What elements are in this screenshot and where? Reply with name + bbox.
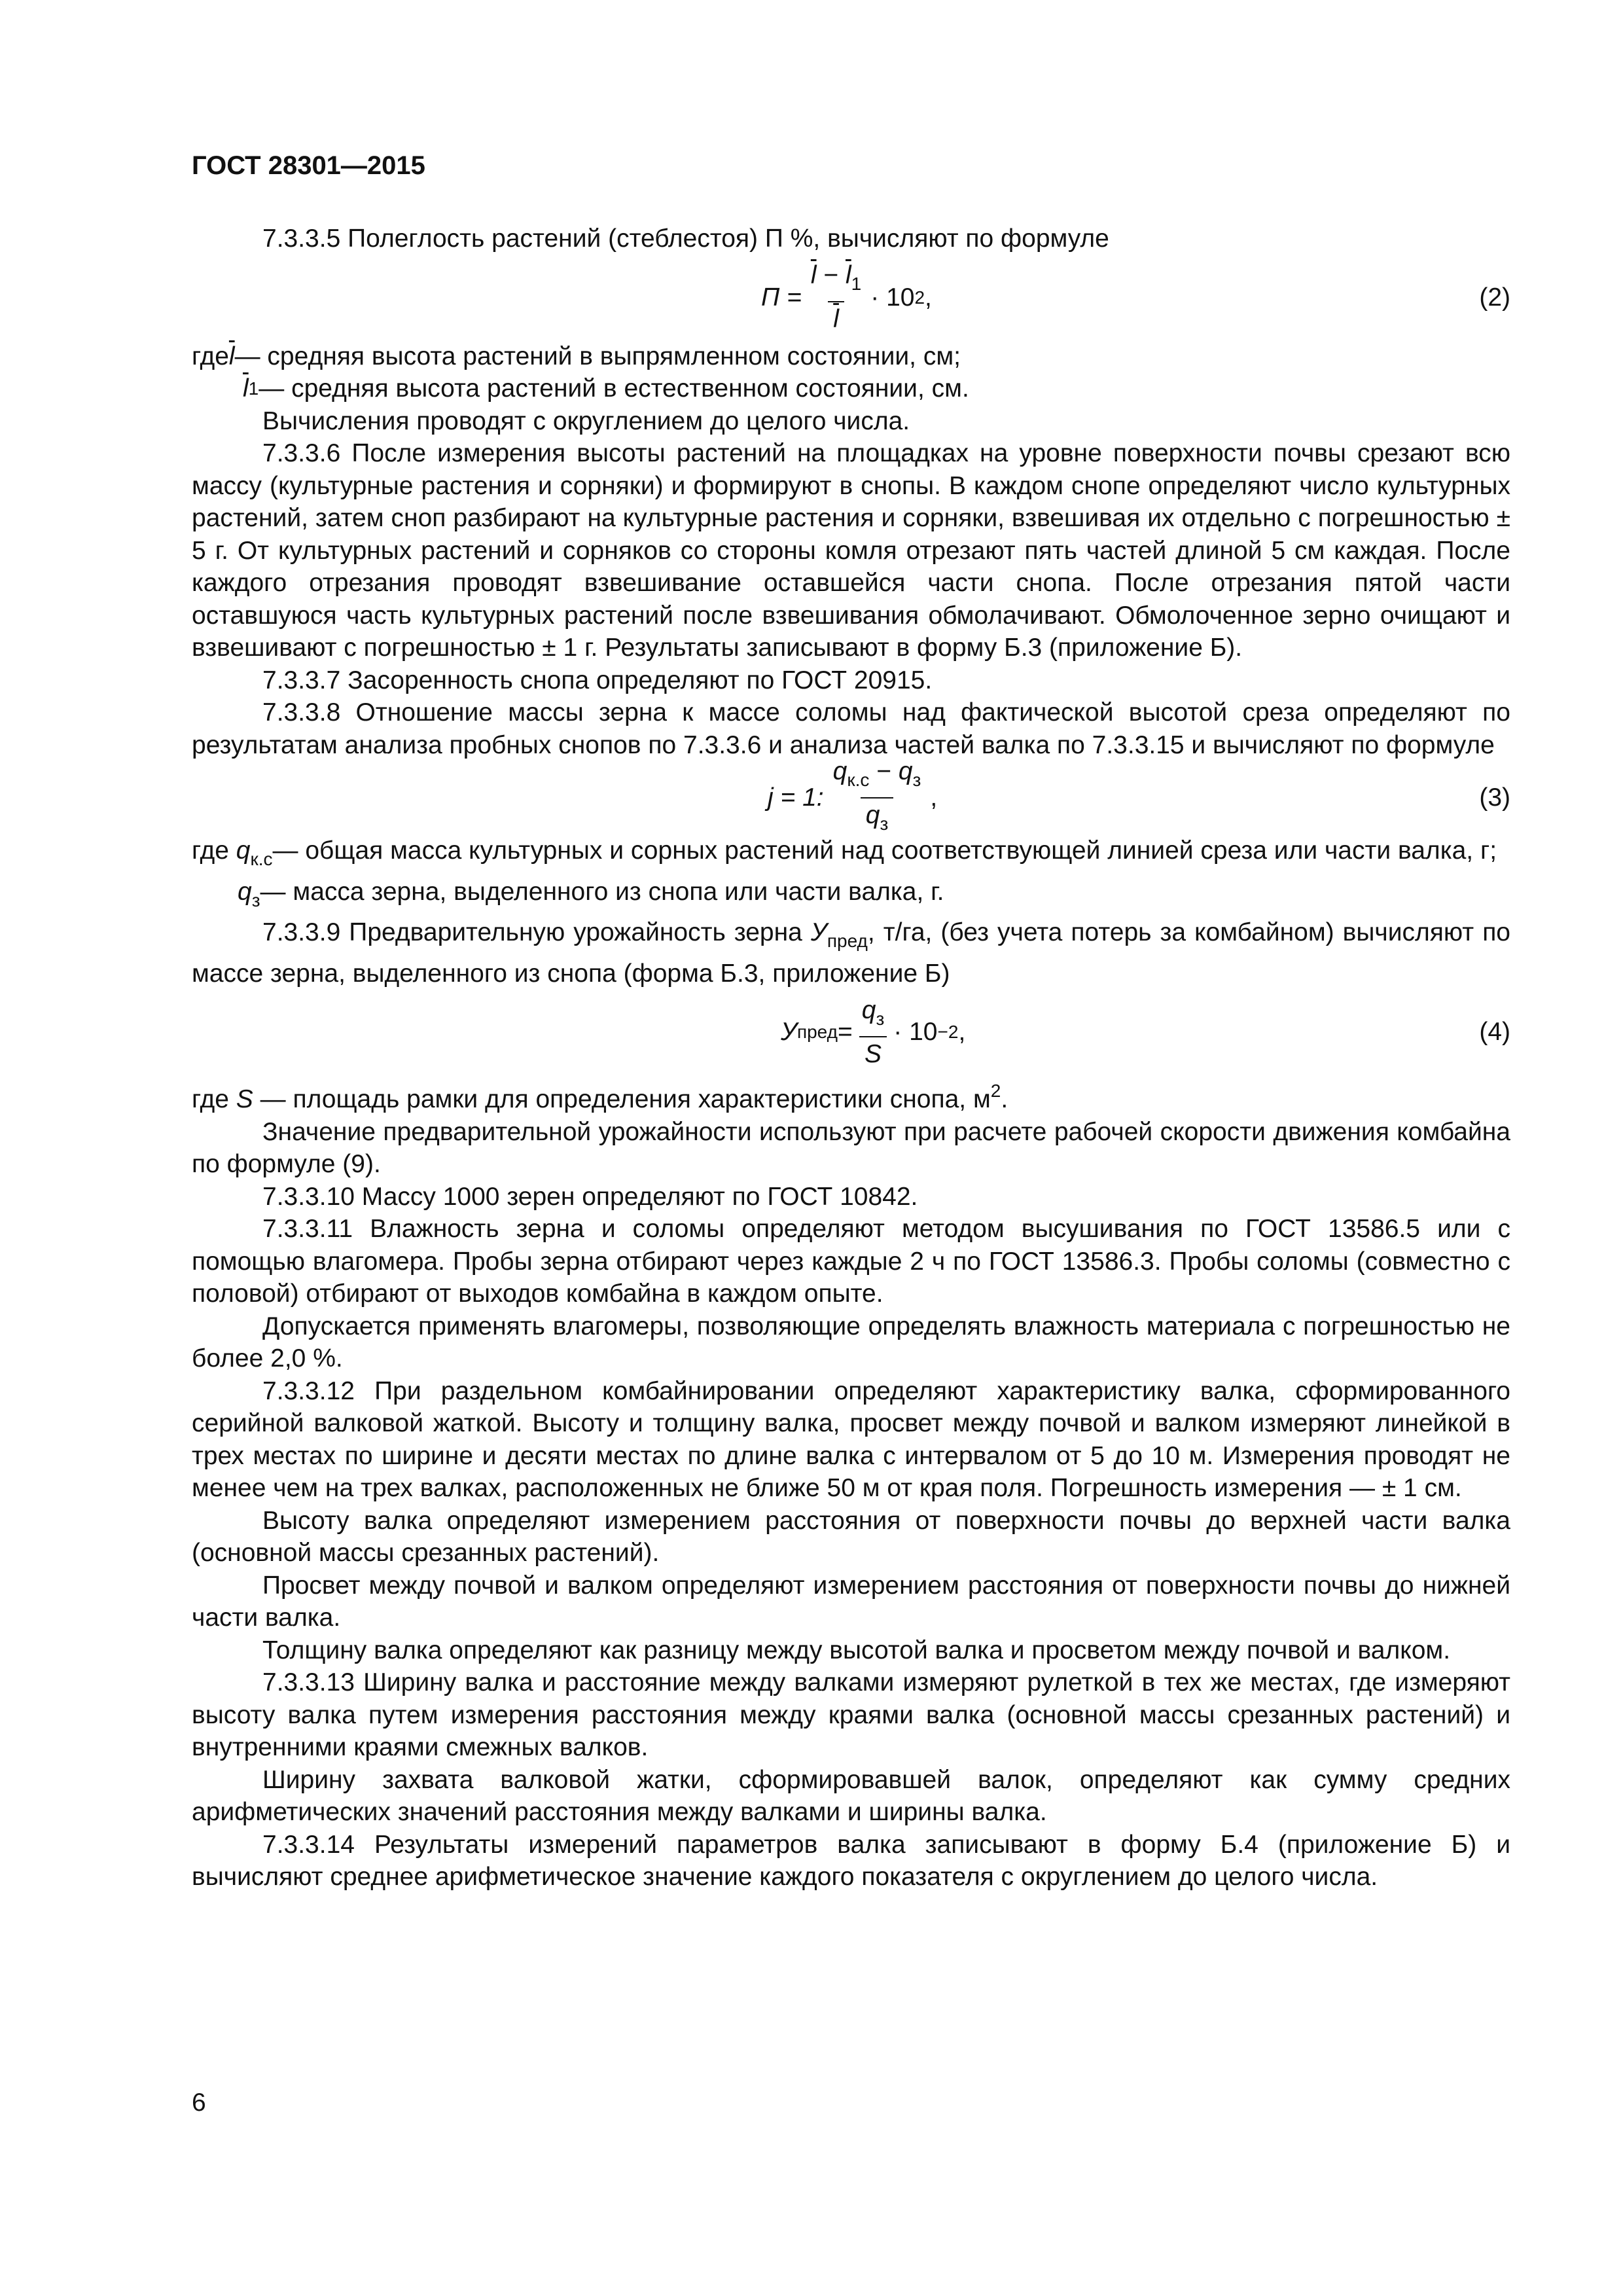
where-item: $\overline{l}$ 1 — средняя высота растений в естественном состоянии, см.	[243, 374, 969, 403]
paragraph: Допускается применять влагомеры, позволяющие определять влажность материала с погрешностью не более 2,0 %.	[192, 1312, 1510, 1372]
formula-3	[192, 757, 1510, 834]
formula-2-number: (2)	[1479, 283, 1510, 312]
formula-2-expression: П = $\frac{\overline{l} - \overline{l}_1}{l}$ · 10 2 ,	[761, 261, 932, 333]
paragraph-7-3-3-10: 7.3.3.10 Массу 1000 зерен определяют по ГОСТ 10842.	[262, 1182, 918, 1211]
paragraph-7-3-3-6: 7.3.3.6 После измерения высоты растений на площадках на уровне поверхности почвы срезают всю массу (культурные растения и сорняки) и формируют в снопы. В каждом снопе определяют число культурных растений, затем сноп разбирают на культурные растения и сорняки, взвешивая их отдельно с погрешностью ± 5 г. От культурных растений и сорняков со стороны комля отрезают пять частей длиной 5 см каждая. После каждого отрезания проводят взвешивание оставшейся части снопа. После отрезания пятой части оставшуюся часть культурных растений после взвешивания обмолачивают. Обмолоченное зерно очищают и взвешивают с погрешностью ± 1 г. Результаты записывают в форму Б.3 (приложение Б).	[192, 439, 1510, 662]
formula-3-number: (3)	[1479, 783, 1510, 812]
formula-4-number: (4)	[1479, 1018, 1510, 1047]
paragraph-7-3-3-11: 7.3.3.11 Влажность зерна и соломы определяют методом высушивания по ГОСТ 13586.5 или с помощью влагомера. Пробы зерна отбирают через каждые 2 ч по ГОСТ 13586.3. Пробы соломы (совместно с половой) отбирают от выходов комбайна в каждом опыте.	[192, 1215, 1510, 1308]
paragraph-7-3-3-14: 7.3.3.14 Результаты измерений параметров валка записывают в форму Б.4 (приложение Б) и вычисляют среднее арифметическое значение каждого показателя с округлением до целого числа.	[192, 1830, 1510, 1891]
paragraph: Просвет между почвой и валком определяют измерением расстояния от поверхности почвы до нижней части валка.	[192, 1571, 1510, 1632]
paragraph-7-3-3-13: 7.3.3.13 Ширину валка и расстояние между валками измеряют рулеткой в тех же местах, где измеряют высоту валка путем измерения расстояния между краями валка (основной массы срезанных растений) и внутренними краями смежных валков.	[192, 1668, 1510, 1761]
paragraph: Значение предварительной урожайности используют при расчете рабочей скорости движения комбайна по формуле (9).	[192, 1117, 1510, 1178]
paragraph-7-3-3-8: 7.3.3.8 Отношение массы зерна к массе соломы над фактической высотой среза определяют по результатам анализа пробных снопов по 7.3.3.6 и анализа частей валка по 7.3.3.15 и вычисляют по формуле	[192, 698, 1510, 759]
formula-3-expression: j = 1: $\frac{q_{к.с} - q_з}{q_з}$ ,	[768, 761, 937, 834]
where-item: где $\overline{l}$ — средняя высота растений в выпрямленном состоянии, см;	[192, 342, 961, 370]
paragraph: Высоту валка определяют измерением расстояния от поверхности почвы до верхней части валка (основной массы срезанных растений).	[192, 1506, 1510, 1567]
formula-2-fraction: $\frac{\overline{l} - \overline{l}_1}{l}$	[810, 261, 862, 333]
formula-4-fraction: $\frac{q_з}{S}$	[857, 996, 890, 1069]
paragraph-7-3-3-9: 7.3.3.9 Предварительную урожайность зерна $У_{пред}$, т/га, (без учета потерь за комбайном) вычисляют по массе зерна, выделенного из снопа (форма Б.3, приложение Б)	[192, 918, 1510, 988]
formula-2-where-list	[192, 340, 1510, 405]
formula-4-expression: У пред = $\frac{q_з}{S}$ · 10 −2 ,	[781, 996, 966, 1068]
paragraph-7-3-3-12: 7.3.3.12 При раздельном комбайнировании определяют характеристику валка, сформированного серийной валковой жаткой. Высоту и толщину валка, просвет между почвой и валком измеряют линейкой в трех местах по ширине и десяти местах по длине валка с интервалом от 5 до 10 м. Измерения проводят не менее чем на трех валках, расположенных не ближе 50 м от края поля. Погрешность измерения — ± 1 см.	[192, 1376, 1510, 1502]
paragraph: Ширину захвата валковой жатки, сформировавшей валок, определяют как сумму средних арифметических значений расстояния между валками и ширины валка.	[192, 1765, 1510, 1826]
document-body	[192, 223, 1510, 1893]
page-number: 6	[192, 2089, 206, 2117]
formula-3-fraction: $\frac{q_{к.с} - q_з}{q_з}$	[828, 757, 927, 838]
paragraph: Вычисления проводят с округлением до целого числа.	[262, 406, 910, 435]
where-item: $q_з$ — масса зерна, выделенного из снопа или части валка, г.	[238, 877, 944, 910]
formula-4	[192, 990, 1510, 1075]
paragraph-7-3-3-7: 7.3.3.7 Засоренность снопа определяют по ГОСТ 20915.	[262, 666, 933, 694]
paragraph: Толщину валка определяют как разницу между высотой валка и просветом между почвой и валком.	[262, 1636, 1451, 1664]
formula-4-where: где S — площадь рамки для определения характеристики снопа, $м^2$.	[192, 1081, 1008, 1113]
formula-2	[192, 255, 1510, 340]
document-header: ГОСТ 28301—2015	[192, 151, 425, 180]
paragraph-7-3-3-5: 7.3.3.5 Полеглость растений (стеблестоя) П %, вычисляют по формуле	[262, 224, 1109, 253]
where-item: где $q_{к.с}$ — общая масса культурных и сорных растений над соответствующей линией среза или части валка, г;	[192, 836, 1497, 869]
formula-3-where-list	[192, 834, 1510, 916]
